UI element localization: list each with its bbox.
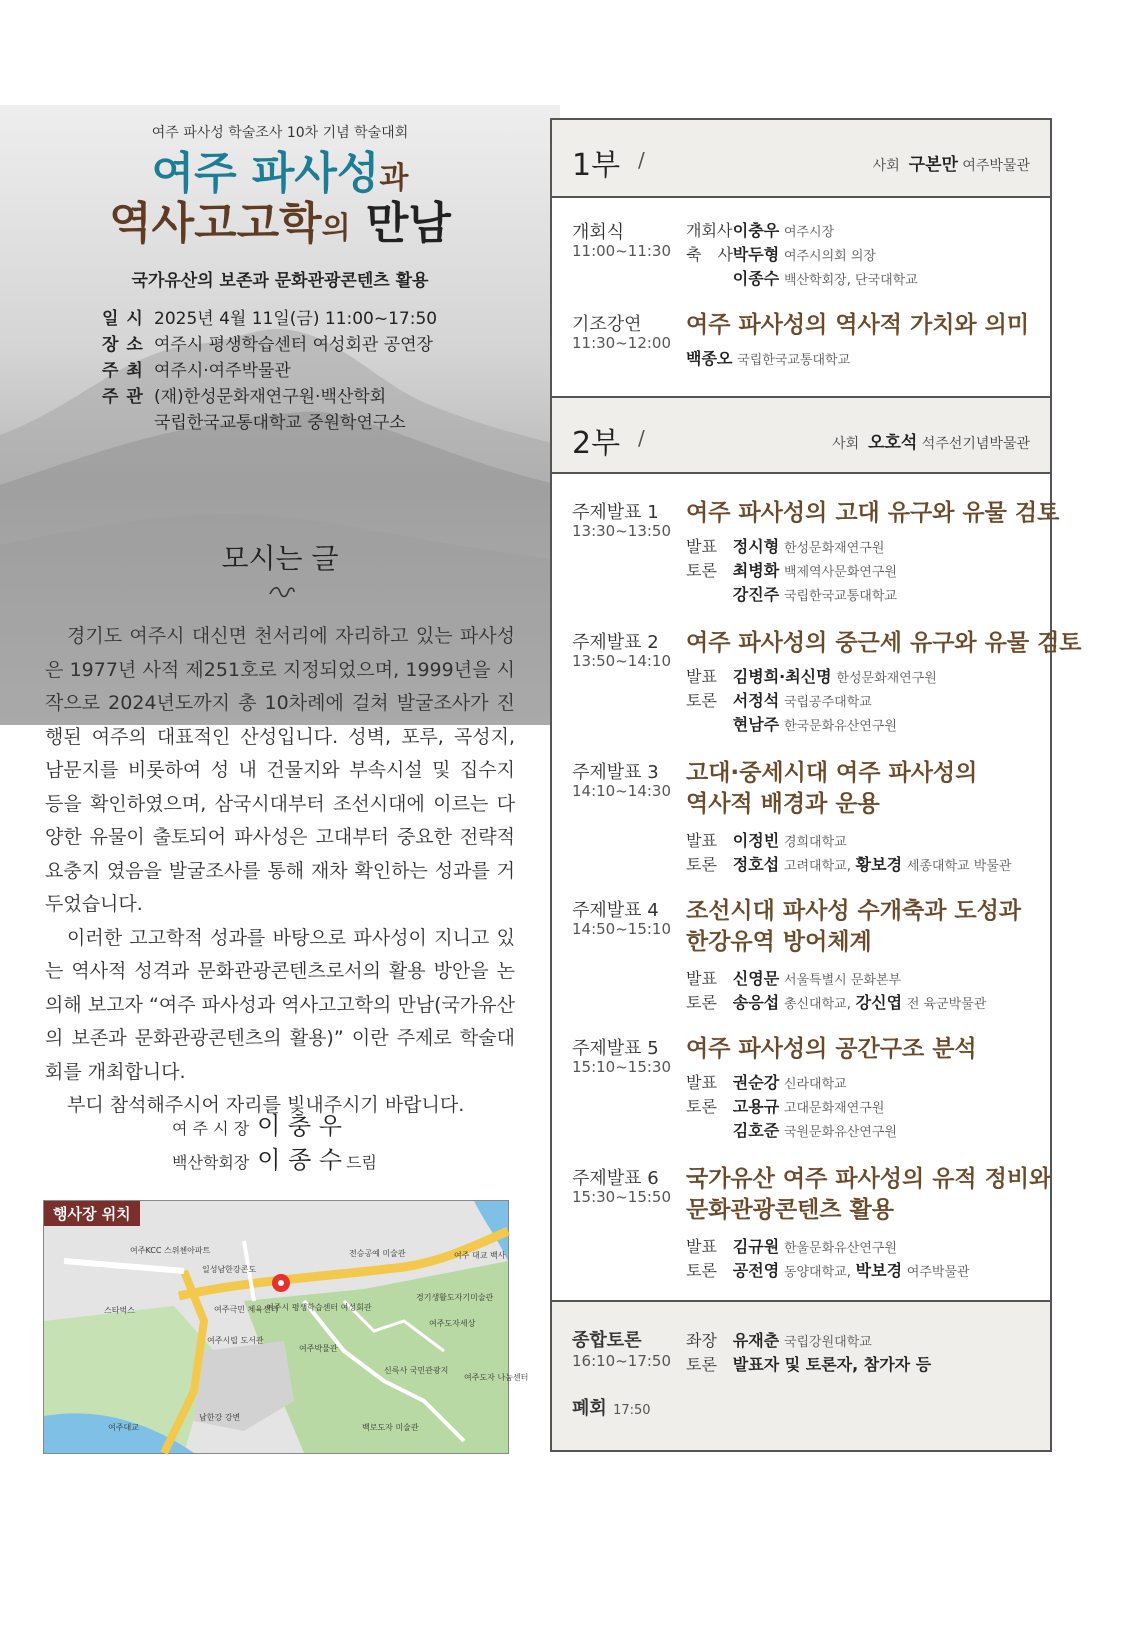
part2-mc (832, 428, 1030, 453)
talk-line (686, 582, 897, 605)
info-row-venue (102, 332, 437, 358)
line-aff: 백산학회장, 단국대학교 (783, 273, 918, 288)
flourish-icon (268, 582, 296, 602)
info-key: 일 시 (102, 309, 144, 329)
part2-name: 2부 (572, 426, 621, 461)
title-line-2-end: 만남 (365, 198, 451, 249)
info-key: 주 최 (102, 361, 144, 381)
line-role: 개회사 (686, 221, 733, 240)
title-line-2 (0, 196, 560, 257)
line-name: 박보경 (855, 1261, 903, 1280)
title-line-2-particle: 의 (321, 211, 351, 246)
info-key (102, 410, 154, 436)
line-role: 발표 (686, 831, 717, 850)
talk-line (686, 1234, 897, 1257)
map-label: 여주도자 나눔센터 (464, 1373, 529, 1382)
talk-title-line: 한강유역 방어체계 (686, 929, 872, 955)
line-aff: 한성문화재연구원 (836, 671, 937, 686)
line-role: 토론 (686, 855, 717, 874)
part2-header (552, 396, 1050, 474)
block-label: 주제발표 6 (572, 1168, 659, 1189)
line-role: 토론 (686, 1097, 717, 1116)
talk-line (686, 1094, 884, 1117)
signer-suffix: 드림 (346, 1153, 378, 1172)
line-role: 발표 (686, 1237, 717, 1256)
block-label: 주제발표 1 (572, 502, 659, 523)
talk-line (686, 966, 901, 989)
mc-name: 구본만 (908, 155, 958, 175)
signer-title: 여 주 시 장 (172, 1119, 250, 1138)
closing-section (552, 1300, 1050, 1450)
line-name: 권순강 (732, 1073, 780, 1092)
line-name: 이정빈 (732, 831, 780, 850)
line-name: 발표자 및 토론자, 참가자 등 (732, 1355, 932, 1374)
line-name: 정호섭 (732, 855, 780, 874)
info-row-organizer-2 (102, 410, 437, 436)
opening-line (686, 242, 876, 265)
line-aff: 여주박물관 (906, 1265, 970, 1280)
program-panel (550, 118, 1082, 1452)
info-value: 국립한국교통대학교 중원학연구소 (154, 413, 406, 433)
line-name: 유재춘 (732, 1331, 780, 1350)
talk-line (686, 534, 884, 557)
block-time: 15:30~15:50 (572, 1188, 672, 1206)
talk-line (686, 688, 872, 711)
part1-name: 1부 (572, 148, 621, 183)
keynote-speaker (686, 346, 850, 369)
mc-name: 오호석 (868, 433, 918, 453)
line-aff: 한울문화유산연구원 (783, 1241, 897, 1256)
signer-name: 이 충 우 (257, 1112, 342, 1140)
signer-society (172, 1140, 377, 1175)
line-aff: 한성문화재연구원 (783, 541, 885, 556)
map-label: 여주시 평생학습센터 여성회관 (266, 1303, 372, 1312)
greeting-paragraph: 부디 참석해주시어 자리를 빛내주시기 바랍니다. (67, 1094, 465, 1116)
line-role: 발표 (686, 667, 717, 686)
talk-line (686, 852, 1011, 875)
map-label: 여주 대교 백사 (454, 1251, 506, 1260)
info-row-host (102, 358, 437, 384)
location-map[interactable] (43, 1200, 529, 1454)
line-name: 최병화 (732, 561, 780, 580)
line-role: 좌장 (686, 1331, 717, 1350)
line-name: 공전영 (732, 1261, 780, 1280)
line-role: 발표 (686, 1073, 717, 1092)
line-name: 이종수 (732, 269, 780, 288)
part1-mc (873, 150, 1030, 175)
map-label: 신륵사 국민관광지 (384, 1366, 449, 1375)
map-label: 여주박물관 (299, 1344, 338, 1353)
title-line-2-main: 역사고고학 (109, 198, 322, 249)
event-subtitle: 국가유산의 보존과 문화관광콘텐츠 활용 (131, 271, 429, 291)
line-name: 백종오 (686, 349, 733, 368)
line-aff: 국립강원대학교 (783, 1335, 872, 1350)
talk-title-line: 조선시대 파사성 수개축과 도성과 (686, 898, 1022, 924)
block-time: 14:10~14:30 (572, 782, 672, 800)
closing-discussion (686, 1352, 931, 1375)
map-label: 경기생활도자기미술관 (416, 1293, 494, 1302)
end-label-text: 폐회 (572, 1398, 607, 1419)
talk-line (686, 1118, 897, 1141)
block-time: 14:50~15:10 (572, 920, 672, 938)
line-aff: 신라대학교 (783, 1077, 847, 1092)
talk-line (686, 1070, 847, 1093)
info-value: 여주시 평생학습센터 여성회관 공연장 (154, 335, 433, 355)
line-aff: 경희대학교 (783, 835, 847, 850)
map-label: 여주극민 체육센터 (214, 1305, 279, 1314)
end-time: 17:50 (613, 1403, 651, 1418)
block-time: 11:30~12:00 (572, 334, 672, 352)
info-value: 여주시·여주박물관 (154, 361, 291, 381)
closing-label: 종합토론 (572, 1330, 642, 1351)
signer-name: 이 종 수 (257, 1146, 343, 1174)
part-divider: / (638, 426, 645, 450)
talk-line (686, 828, 847, 851)
block-time: 13:30~13:50 (572, 522, 672, 540)
block-label: 주제발표 5 (572, 1038, 659, 1059)
line-aff: 국립한국교통대학교 (783, 589, 897, 604)
block-time: 15:10~15:30 (572, 1058, 672, 1076)
part1-header (552, 120, 1050, 198)
line-name: 송응섭 (732, 993, 780, 1012)
info-row-date (102, 306, 437, 332)
line-aff: 전 육군박물관 (906, 997, 987, 1012)
opening-line (686, 218, 834, 241)
line-name: 이충우 (732, 221, 780, 240)
mc-prefix: 사회 (872, 158, 900, 174)
line-role: 발표 (686, 537, 717, 556)
map-label: 여주대교 (108, 1423, 139, 1432)
talk-title (686, 758, 977, 820)
talk-line (686, 664, 937, 687)
info-row-organizer (102, 384, 437, 410)
map-tag: 행사장 위치 (44, 1201, 140, 1226)
mc-prefix: 사회 (832, 436, 860, 452)
info-value: (재)한성문화재연구원·백산학회 (154, 387, 387, 407)
line-role: 토론 (686, 993, 717, 1012)
talk-title: 여주 파사성의 중근세 유구와 유물 검토 (686, 630, 1082, 656)
line-name: 황보경 (855, 855, 903, 874)
talk-title (686, 1164, 1051, 1226)
map-label: 여주KCC 스위첸아파트 (130, 1246, 211, 1255)
line-role: 토론 (686, 1261, 717, 1280)
line-name: 정시형 (732, 537, 780, 556)
block-time: 11:00~11:30 (572, 242, 672, 260)
line-aff: 동양대학교, (783, 1265, 851, 1280)
closing-time: 16:10~17:50 (572, 1352, 672, 1370)
line-name: 강신엽 (855, 993, 903, 1012)
line-aff: 총신대학교, (783, 997, 851, 1012)
map-label: 전승공예 미술관 (349, 1249, 406, 1258)
mc-aff: 석주선기념박물관 (921, 436, 1030, 452)
line-name: 현남주 (732, 715, 780, 734)
greeting-letter (45, 620, 515, 1123)
event-supertitle: 여주 파사성 학술조사 10차 기념 학술대회 (151, 125, 409, 141)
line-role: 토론 (686, 1355, 717, 1374)
line-name: 김병희·최신명 (732, 667, 832, 686)
map-label: 남한강 강변 (199, 1413, 241, 1422)
line-role: 축 사 (686, 245, 733, 264)
left-column (0, 0, 560, 1628)
line-name: 신영문 (732, 969, 780, 988)
talk-title (686, 896, 1021, 958)
line-name: 서정석 (732, 691, 780, 710)
line-aff: 고대문화재연구원 (783, 1101, 885, 1116)
talk-title-line: 고대·중세시대 여주 파사성의 (686, 760, 978, 786)
block-label: 주제발표 2 (572, 632, 659, 653)
closing-chair (686, 1328, 872, 1351)
line-name: 김호준 (732, 1121, 780, 1140)
line-aff: 백제역사문화연구원 (783, 565, 897, 580)
talk-title-line: 역사적 배경과 운용 (686, 791, 880, 817)
line-name: 고용규 (732, 1097, 780, 1116)
talk-title-line: 국가유산 여주 파사성의 유적 정비와 (686, 1166, 1052, 1192)
map-label: 백로도자 미술관 (362, 1423, 419, 1432)
event-info (102, 306, 437, 436)
info-key: 장 소 (102, 335, 144, 355)
line-aff: 국립한국교통대학교 (737, 353, 851, 368)
greeting-paragraph: 경기도 여주시 대신면 천서리에 자리하고 있는 파사성은 1977년 사적 제251호로 지정되었으며, 1999년을 시작으로 2024년도까지 총 10차례에 걸쳐 발굴조사가 진행된 여주의 대표적인 산성입니다. 성벽, 포루, 곡성지, 남문지를 비롯하여 성 내 건물지와 부속시설 및 집수지 등을 확인하였으며, 삼국시대부터 조선시대에 이르는 다양한 유물이 출토되어 파사성은 고대부터 중요한 전략적 요충지 였음을 발굴조사를 통해 재차 확인하는 성과를 거두었습니다. (45, 625, 515, 915)
map-label: 일성남한강콘도 (202, 1265, 257, 1274)
greeting-paragraph: 이러한 고고학적 성과를 바탕으로 파사성이 지니고 있는 역사적 성격과 문화관광콘텐츠로서의 활용 방안을 논의해 보고자 “여주 파사성과 역사고고학의 만남(국가유산의 보존과 문화관광콘텐츠의 활용)” 이란 주제로 학술대회를 개최합니다. (45, 926, 515, 1083)
talk-title-line: 문화관광콘텐츠 활용 (686, 1197, 894, 1223)
keynote-title: 여주 파사성의 역사적 가치와 의미 (686, 312, 1030, 338)
line-aff: 세종대학교 박물관 (906, 859, 1012, 874)
end-label (572, 1394, 651, 1420)
line-role: 발표 (686, 969, 717, 988)
line-aff: 국립공주대학교 (783, 695, 872, 710)
line-aff: 한국문화유산연구원 (783, 719, 897, 734)
talk-line (686, 712, 897, 735)
block-label: 기조강연 (572, 314, 642, 335)
talk-line (686, 558, 897, 581)
line-role: 토론 (686, 561, 717, 580)
line-name: 박두형 (732, 245, 780, 264)
info-value: 2025년 4월 11일(금) 11:00~17:50 (154, 309, 438, 329)
line-role: 토론 (686, 691, 717, 710)
title-line-1-particle: 과 (379, 161, 409, 196)
info-key: 주 관 (102, 387, 144, 407)
line-name: 강진주 (732, 585, 780, 604)
line-aff: 여주시의회 의장 (783, 249, 876, 264)
block-label: 개회식 (572, 222, 625, 243)
talk-title: 여주 파사성의 공간구조 분석 (686, 1036, 977, 1062)
block-time: 13:50~14:10 (572, 652, 672, 670)
title-line-1-main: 여주 파사성 (151, 148, 380, 199)
opening-line (686, 266, 918, 289)
line-aff: 여주시장 (783, 225, 835, 240)
talk-title: 여주 파사성의 고대 유구와 유물 검토 (686, 500, 1060, 526)
line-aff: 국원문화유산연구원 (783, 1125, 897, 1140)
map-label: 스타벅스 (104, 1306, 135, 1315)
greeting-title: 모시는 글 (221, 542, 339, 575)
map-label: 여주도자세상 (429, 1319, 476, 1328)
block-label: 주제발표 4 (572, 900, 659, 921)
part-divider: / (638, 148, 645, 172)
map-label: 여주시립 도서관 (207, 1336, 264, 1345)
signer-title: 백산학회장 (172, 1153, 250, 1172)
line-aff: 고려대학교, (783, 859, 851, 874)
mc-aff: 여주박물관 (962, 158, 1030, 174)
line-name: 김규원 (732, 1237, 780, 1256)
talk-line (686, 990, 986, 1013)
line-aff: 서울특별시 문화본부 (783, 973, 902, 988)
block-label: 주제발표 3 (572, 762, 659, 783)
talk-line (686, 1258, 970, 1281)
signer-mayor (172, 1106, 346, 1141)
